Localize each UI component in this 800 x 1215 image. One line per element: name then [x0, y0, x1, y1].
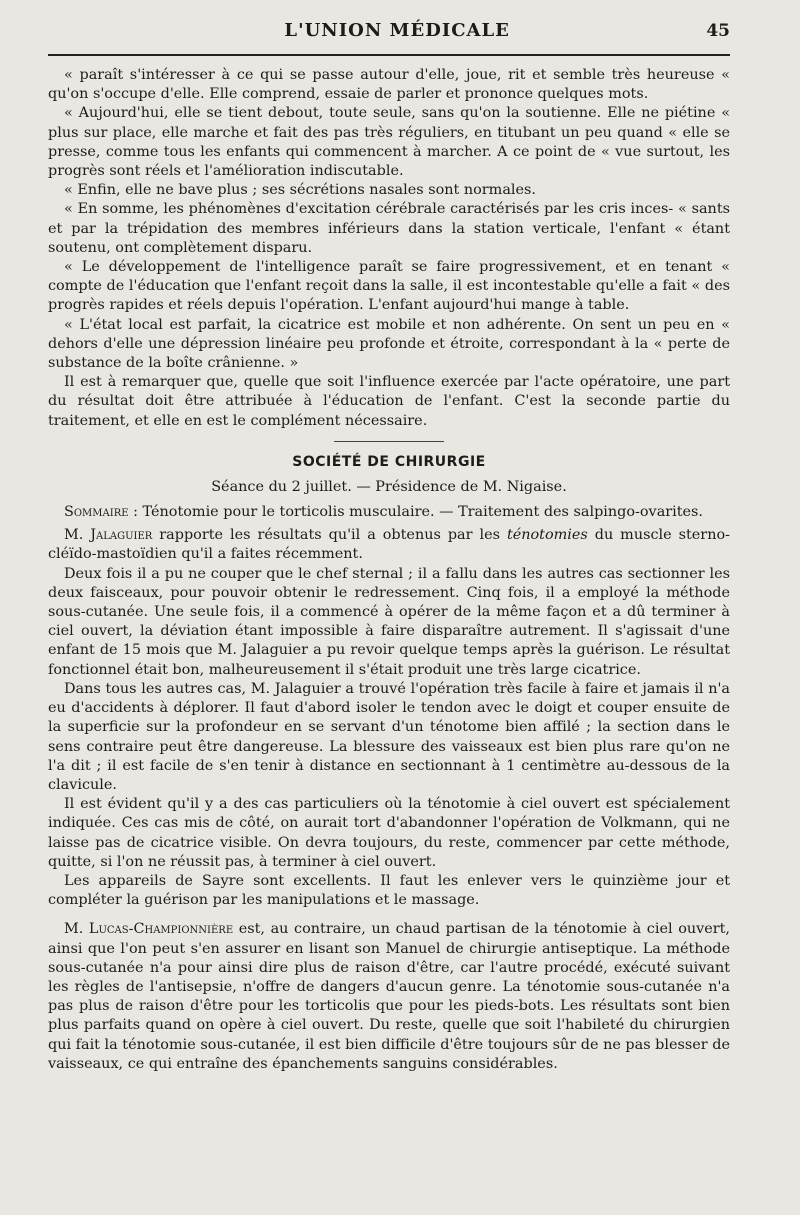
spacer: [48, 910, 730, 920]
paragraph: « paraît s'intéresser à ce qui se passe autour d'elle, joue, rit et semble très heureuse « qu'on s'occupe d'elle. Elle comprend, essaie de parler et prononce quelques mots.: [48, 67, 730, 103]
paragraph-text: du muscle sterno-cléïdo-mastoïdien qu'il a faites récemment.: [48, 527, 730, 563]
running-header: [48, 20, 730, 46]
paragraph: [48, 920, 730, 1074]
journal-title: L'UNION MÉDICALE: [284, 20, 510, 41]
paragraph: « Le développement de l'intelligence paraît se faire progressivement, et en tenant « compte de l'éducation que l'enfant reçoit dans la salle, il est incontestable qu'elle a fait « des progrès rapides et réels depuis l'opération. L'enfant aujourd'hui mange à table.: [48, 259, 730, 314]
page-number: 45: [706, 21, 730, 41]
paragraph: Dans tous les autres cas, M. Jalaguier a trouvé l'opération très facile à faire et jamais il n'a eu d'accidents à déplorer. Il faut d'abord isoler le tendon avec le doigt et couper ensuite de la superficie sur la profondeur en se servant d'un ténotome bien affilé ; la section dans le sens contraire peut être dangereuse. La blessure des vaisseaux est bien plus rare qu'on ne l'a dit ; il est facile de s'en tenir à distance en sectionnant à 1 centimètre au-dessous de la clavicule.: [48, 680, 730, 793]
summary-label: Sommaire :: [64, 504, 138, 521]
paragraph: Les appareils de Sayre sont excellents. Il faut les enlever vers le quinzième jour et compléter la guérison par les manipulations et le massage.: [48, 872, 730, 909]
paragraph: [48, 526, 730, 564]
paragraph: Il est à remarquer que, quelle que soit l'influence exercée par l'acte opératoire, une part du résultat doit être attribuée à l'éducation de l'enfant. C'est la seconde partie du traitement, et elle en est le complément nécessaire.: [48, 374, 730, 429]
paragraph: « Enfin, elle ne bave plus ; ses sécrétions nasales sont normales.: [64, 182, 536, 199]
section-divider: [334, 441, 444, 442]
speaker-name: M. Jalaguier: [64, 527, 153, 544]
paragraph: « L'état local est parfait, la cicatrice est mobile et non adhérente. On sent un peu en « dehors d'elle une dépression linéaire peu profonde et étroite, correspondant à la « perte de substance de la boîte crânienne. »: [48, 316, 730, 372]
paragraph: Deux fois il a pu ne couper que le chef sternal ; il a fallu dans les autres cas sectionner les deux faisceaux, pour pouvoir obtenir le redressement. Cinq fois, il a employé la méthode sous-cutanée. Une seule fois, il a commencé à opérer de la même façon et a dû terminer à ciel ouvert, la déviation étant impossible à faire disparaître autrement. Il s'agissait d'une enfant de 15 mois que M. Jalaguier a pu revoir quelque temps après la guérison. Le résultat fonctionnel était bon, malheureusement il s'était produit une très large cicatrice.: [48, 565, 730, 678]
speaker-name: M. Lucas-Championnière: [64, 921, 234, 938]
paragraph-text: rapporte les résultats qu'il a obtenus par les: [152, 527, 507, 544]
summary: [48, 503, 730, 522]
paragraph-text: est, au contraire, un chaud partisan de la ténotomie à ciel ouvert, ainsi que l'on peut s'en assurer en lisant son Manuel de chirurgie antiseptique. La méthode sous-cutanée n'a pour ainsi dire plus de raison d'être, car l'autre procédé, exécuté suivant les règles de l'antisepsie, n'offre de dangers d'aucun genre. La ténotomie sous-cutanée n'a pas plus de raison d'être pour les torticolis que pour les pieds-bots. Les résultats sont bien plus parfaits quand on opère à ciel ouvert. Du reste, quelle que soit l'habileté du chirurgien qui fait la ténotomie sous-cutanée, il est bien difficile d'être toujours sûr de ne pas blesser de vaisseaux, ce qui entraîne des épanchements sanguins considérables.: [48, 921, 731, 1072]
paragraph: « En somme, les phénomènes d'excitation cérébrale caractérisés par les cris inces- « sants et par la trépidation des membres inférieurs dans la station verticale, l'enfant « étant soutenu, ont complètement disparu.: [48, 201, 730, 256]
paragraph: « Aujourd'hui, elle se tient debout, toute seule, sans qu'on la soutienne. Elle ne piétine « plus sur place, elle marche et fait des pas très réguliers, en titubant un peu quand « elle se presse, comme tous les enfants qui commencent à marcher. A ce point de « vue surtout, les progrès sont réels et l'amélioration indiscutable.: [48, 105, 730, 180]
section-title: SOCIÉTÉ DE CHIRURGIE: [292, 453, 486, 470]
emphasis: ténotomies: [506, 527, 588, 544]
paragraph: Il est évident qu'il y a des cas particuliers où la ténotomie à ciel ouvert est spécialement indiquée. Ces cas mis de côté, on aurait tort d'abandonner l'opération de Volkmann, qui ne laisse pas de cicatrice visible. On devra toujours, du reste, commencer par cette méthode, quitte, si l'on ne réussit pas, à terminer à ciel ouvert.: [48, 796, 730, 870]
header-rule: [48, 54, 730, 56]
summary-text: Ténotomie pour le torticolis musculaire. — Traitement des salpingo-ovarites.: [142, 504, 704, 521]
session-line: Séance du 2 juillet. — Présidence de M. Nigaise.: [211, 478, 567, 495]
